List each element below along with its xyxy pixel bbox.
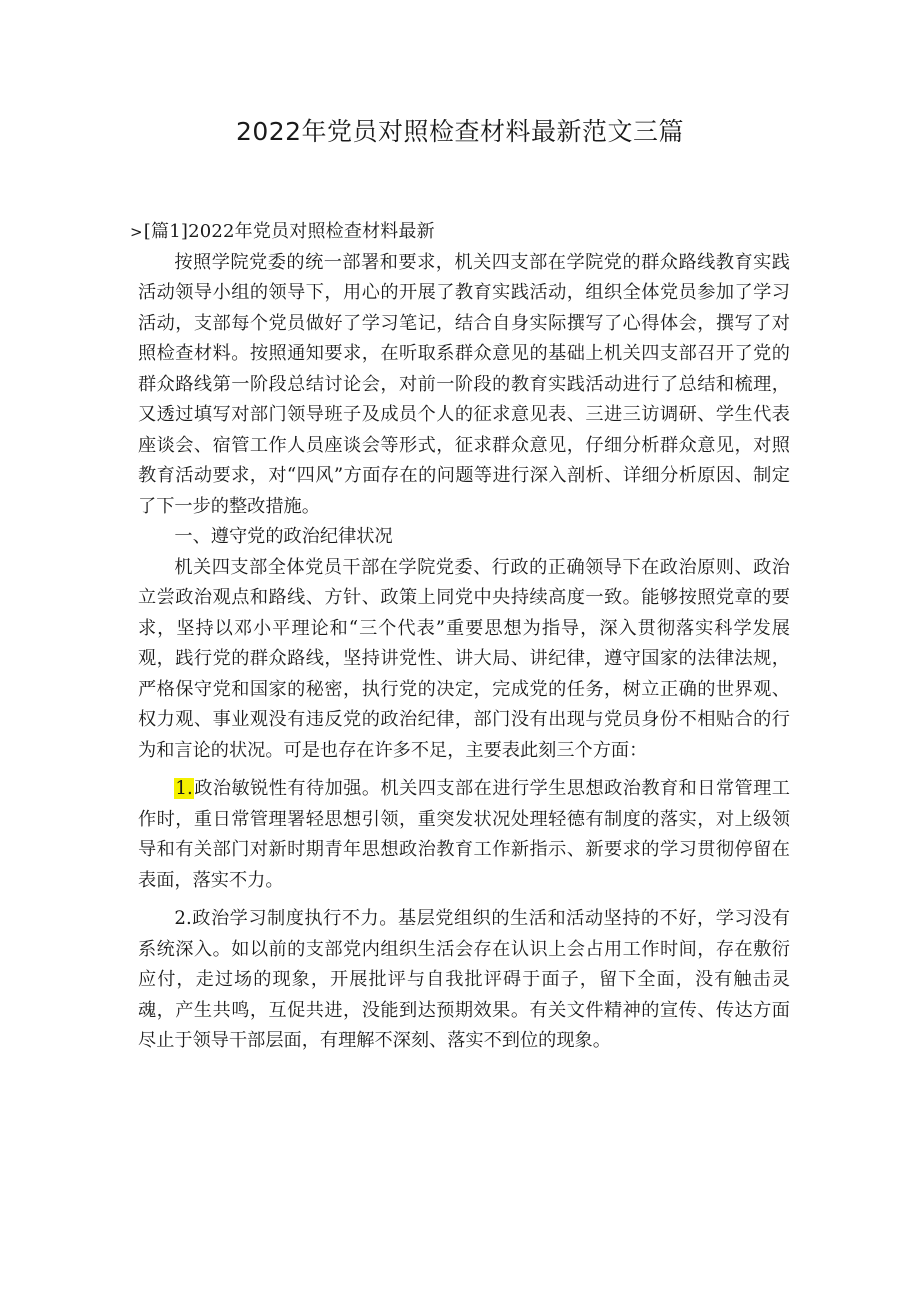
item-1-text: 政治敏锐性有待加强。机关四支部在进行学生思想政治教育和日常管理工作时，重日常管理署轻思想引领，重突发状况处理轻德有制度的落实，对上级领导和有关部门对新时期青年思想政治教育工作新指示、新要求的学习贯彻停留在表面，落实不力。 bbox=[138, 778, 790, 891]
item-2-text: .政治学习制度执行不力。基层党组织的生活和活动坚持的不好，学习没有系统深入。如以前的支部党内组织生活会存在认识上会占用工作时间，存在敷衍应付，走过场的现象，开展批评与自我批评碍于面子，留下全面，没有触击灵魂，产生共鸣，互促共进，没能到达预期效果。有关文件精神的宣传、传达方面尽止于领导干部层面，有理解不深刻、落实不到位的现象。 bbox=[138, 908, 790, 1051]
paragraph-political-discipline: 机关四支部全体党员干部在学院党委、行政的正确领导下在政治原则、政治立尝政治观点和路线、方针、政策上同党中央持续高度一致。能够按照党章的要求，坚持以邓小平理论和“三个代表”重要思想为指导，深入贯彻落实科学发展观，践行党的群众路线，坚持讲党性、讲大局、讲纪律，遵守国家的法律法规，严格保守党和国家的秘密，执行党的决定，完成党的任务，树立正确的世界观、权力观、事业观没有违反党的政治纪律，部门没有出现与党员身份不相贴合的行为和言论的状况。可是也存在许多不足，主要表此刻三个方面： bbox=[138, 556, 790, 761]
document-title: 2022年党员对照检查材料最新范文三篇 bbox=[235, 117, 685, 146]
section-heading-text: [篇1]2022年党员对照检查材料最新 bbox=[143, 221, 435, 242]
subheading-political-discipline: 一、遵守党的政治纪律状况 bbox=[174, 526, 393, 547]
item-2-number: 2 bbox=[174, 908, 186, 929]
section-heading bbox=[130, 217, 782, 248]
document-body bbox=[130, 217, 790, 1057]
section-marker-icon: > bbox=[130, 223, 143, 241]
intro-paragraph: 按照学院党委的统一部署和要求，机关四支部在学院党的群众路线教育实践活动领导小组的领导下，用心的开展了教育实践活动，组织全体党员参加了学习活动，支部每个党员做好了学习笔记，结合自身实际撰写了心得体会，撰写了对照检查材料。按照通知要求，在听取系群众意见的基础上机关四支部召开了党的群众路线第一阶段总结讨论会，对前一阶段的教育实践活动进行了总结和梳理，又透过填写对部门领导班子及成员个人的征求意见表、三进三访调研、学生代表座谈会、宿管工作人员座谈会等形式，征求群众意见，仔细分析群众意见，对照教育活动要求，对“四风”方面存在的问题等进行深入剖析、详细分析原因、制定了下一步的整改措施。 bbox=[138, 251, 790, 517]
list-item bbox=[138, 774, 790, 896]
list-item bbox=[138, 904, 790, 1057]
item-1-number: 1. bbox=[175, 778, 193, 799]
